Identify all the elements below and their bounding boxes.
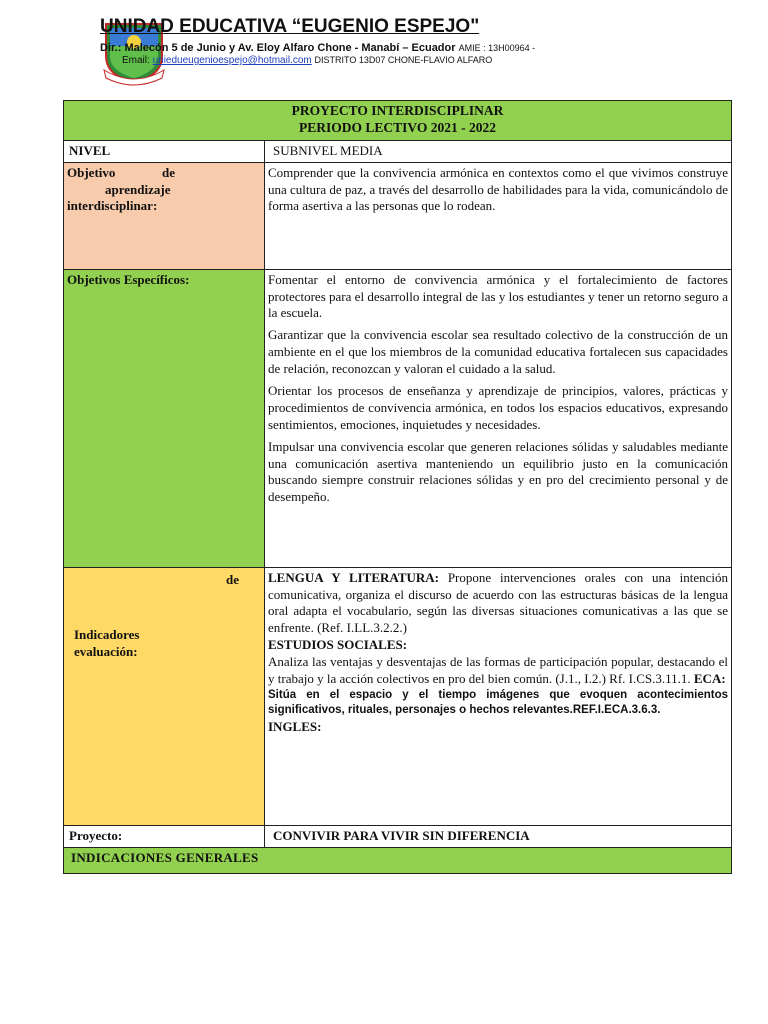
- indicadores-row: [64, 567, 732, 825]
- especificos-label: Objetivos Específicos:: [64, 269, 265, 567]
- indicaciones-generales: INDICACIONES GENERALES: [64, 847, 732, 873]
- evaluacion-label: evaluación:: [74, 644, 138, 660]
- nivel-label: NIVEL: [64, 140, 265, 162]
- indicaciones-row: [64, 847, 732, 873]
- address-line: [100, 42, 535, 54]
- proyecto-row: [64, 825, 732, 847]
- objetivo-label-aprendizaje: aprendizaje: [105, 181, 171, 197]
- especifico-item: Orientar los procesos de enseñanza y aprendizaje de principios, valores, prácticas y procedimientos de convivencia armónica, en todos los espacios educativos, expresando sentimientos, emociones, inquietudes y necesidades.: [268, 382, 728, 432]
- objetivo-label-word: Objetivo: [67, 164, 116, 180]
- period-title: PERIODO LECTIVO 2021 - 2022: [299, 119, 496, 135]
- indicadores-label-cell: [64, 567, 265, 825]
- lengua-text: Propone intervenciones orales con una intención comunicativa, organiza el discurso de acuerdo con las estructuras básicas de la lengua oral adapta el vocabulario, según las diversas situaciones comunicativas a las que se enfrente. (Ref. I.LL.3.2.2.): [268, 569, 729, 636]
- district-code: DISTRITO 13D07 CHONE-FLAVIO ALFARO: [314, 55, 493, 65]
- school-name: UNIDAD EDUCATIVA “EUGENIO ESPEJO": [100, 16, 480, 37]
- title-row: [64, 101, 732, 141]
- proyecto-label: Proyecto:: [64, 825, 265, 847]
- lengua-block: [268, 570, 728, 638]
- indicadores-label: Indicadores: [74, 626, 140, 642]
- especifico-item: Impulsar una convivencia escolar que generen relaciones sólidas y saludables mediante una comunicación asertiva manteniendo un equilibrio justo en la comunicación buscando siempre construir relaciones sólidas y en pro del crecimiento personal y de desempeño.: [268, 438, 728, 505]
- especificos-row: [64, 269, 732, 567]
- eca-title: ECA:: [693, 670, 726, 686]
- especifico-item: Garantizar que la convivencia escolar sea resultado colectivo de la construcción de un ambiente en el que los miembros de la comunidad educativa fortalecen sus capacidades de relación, reconozcan y valoran el cuidado a la salud.: [268, 327, 728, 377]
- objetivo-row: [64, 162, 732, 269]
- objetivo-label-de: de: [162, 164, 175, 180]
- email-label: Email:: [122, 55, 150, 66]
- email-line: [122, 55, 492, 66]
- project-table: [63, 100, 732, 874]
- email-link[interactable]: uniedueugenioespejo@hotmail.com: [152, 55, 312, 66]
- nivel-value: SUBNIVEL MEDIA: [265, 140, 732, 162]
- objetivo-label: [64, 162, 265, 269]
- especificos-list: [265, 269, 732, 567]
- objetivo-label-interdisciplinar: interdisciplinar:: [67, 198, 158, 214]
- address-text: Dir.: Malecón 5 de Junio y Av. Eloy Alfaro Chone - Manabí – Ecuador: [100, 42, 456, 54]
- project-title: PROYECTO INTERDISCIPLINAR: [291, 103, 504, 118]
- especifico-item: Fomentar el entorno de convivencia armónica y el fortalecimiento de factores protectores para el desarrollo integral de las y los estudiantes y tener un retorno seguro a la escuela.: [268, 271, 728, 321]
- eca-text: Sitúa en el espacio y el tiempo imágenes que evoquen acontecimientos significativos, rituales, personajes o hechos relevantes.REF.I.ECA.3.6.3.: [268, 688, 728, 717]
- lengua-title: LENGUA Y LITERATURA:: [268, 569, 440, 585]
- amie-code: AMIE : 13H00964 -: [458, 43, 536, 53]
- nivel-row: [64, 140, 732, 162]
- indicadores-content: [265, 567, 732, 825]
- indicadores-label-de: de: [226, 571, 239, 587]
- sociales-block: [268, 654, 728, 688]
- title-cell: [64, 101, 732, 141]
- ingles-title: INGLES:: [268, 718, 322, 734]
- sociales-text: Analiza las ventajas y desventajas de las formas de participación popular, destacando el y trabajo y la acción colectivos en pro del bien común. (J.1., I.2.) Rf. I.CS.3.11.1.: [268, 654, 728, 686]
- objetivo-text: Comprender que la convivencia armónica en contextos como el que vivimos construye una cultura de paz, a través del desarrollo de habilidades para la vida, comunicándolo de forma asertiva a las personas que lo rodean.: [265, 162, 732, 269]
- proyecto-value: CONVIVIR PARA VIVIR SIN DIFERENCIA: [265, 825, 732, 847]
- sociales-title: ESTUDIOS SOCIALES:: [268, 637, 408, 653]
